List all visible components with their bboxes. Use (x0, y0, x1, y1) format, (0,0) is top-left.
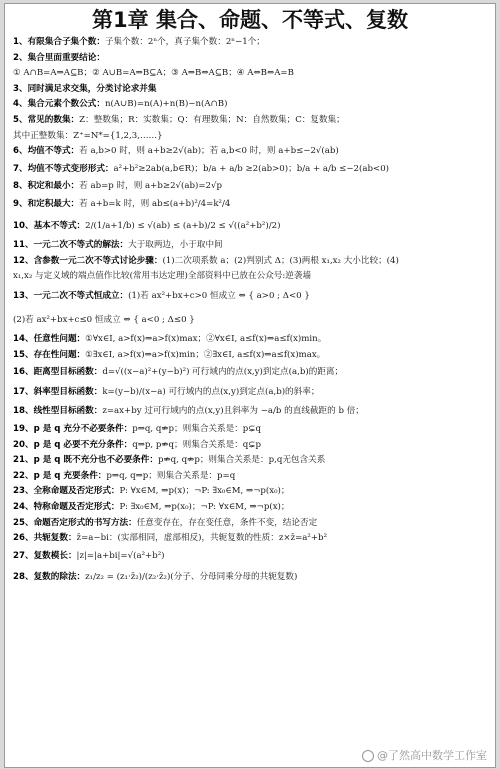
item-heading: 均值不等式： (27, 146, 80, 157)
formula-item (13, 216, 489, 236)
formula-item (13, 67, 489, 79)
item-body: 若 ab=p 时，则 a+b≥2√(ab)=2√p (79, 181, 222, 192)
formula-item (13, 349, 489, 361)
item-body: ① A∩B=A⇒A⊆B；② A∪B=A⇒B⊆A；③ A⇒B⇔A⊆B；④ A⇔B⇔A=B (13, 68, 294, 79)
formula-item (13, 403, 489, 419)
item-number: 28、 (13, 572, 34, 583)
item-body: p⇒q, q⇏p；则集合关系是：p⊊q (132, 424, 262, 435)
item-number: 18、 (13, 406, 34, 417)
formula-item (13, 384, 489, 400)
item-heading: 复数模长： (33, 550, 77, 561)
item-number: 10、 (13, 220, 34, 231)
item-body: x₁,x₂ 与定义域的端点值作比较(常用韦达定理)全部资料中已放在公众号:逆袭墙 (13, 271, 312, 282)
item-body: (1)若 ax²+bx+c>0 恒成立 ⇔ { a>0 ; Δ<0 } (128, 290, 310, 301)
item-heading: 距离型目标函数： (33, 367, 103, 378)
item-body: k=(y−b)/(x−a) 可行域内的点(x,y)到定点(a,b)的斜率； (102, 386, 320, 397)
item-heading: 特称命题及否定形式： (33, 502, 120, 513)
formula-item (13, 567, 489, 587)
item-body: a²+b²≥2ab(a,b∈R)；b/a + a/b ≥2(ab>0)；b/a + a/b ≤−2(ab<0) (113, 163, 390, 174)
item-body: ①∃x∈I, a>f(x)⇒a>f(x)min；②∃x∈I, a≤f(x)⇒a≤f(x)max。 (85, 349, 326, 360)
item-number: 23、 (13, 486, 34, 497)
item-heading: 一元二次不等式的解法： (33, 240, 129, 251)
item-number: 1、 (13, 37, 28, 47)
formula-item (13, 439, 489, 451)
item-number: 24、 (13, 502, 34, 513)
formula-item (13, 130, 489, 142)
item-number: 6、 (13, 146, 28, 157)
item-heading: 命题否定形式的书写方法： (33, 517, 137, 528)
item-body: 大于取两边，小于取中间 (128, 240, 223, 251)
item-body: 若 a,b>0 时，则 a+b≥2√(ab)；若 a,b<0 时，则 a+b≤−2√(ab) (79, 146, 339, 157)
item-body: 若 a+b=k 时，则 ab≤(a+b)²/4=k²/4 (79, 198, 231, 209)
item-heading: 线性型目标函数： (33, 406, 103, 417)
item-heading: 常见的数集： (27, 114, 80, 125)
formula-item (13, 36, 489, 48)
item-body: z=ax+by 过可行域内的点(x,y)且斜率为 −a/b 的直线截距的 b 倍； (102, 406, 364, 417)
formula-item (13, 501, 489, 513)
item-body: 2/(1/a+1/b) ≤ √(ab) ≤ (a+b)/2 ≤ √((a²+b²)/2) (85, 220, 281, 231)
item-number: 16、 (13, 367, 34, 378)
item-heading: 集合元素个数公式： (27, 99, 105, 110)
item-body: (2)若 ax²+bx+c≤0 恒成立 ⇔ { a<0 ; Δ≤0 } (13, 314, 195, 325)
document-page (4, 3, 496, 768)
item-number: 22、 (13, 470, 34, 481)
item-body: |z|=|a+bi|=√(a²+b²) (76, 550, 165, 561)
item-body: 子集个数：2ⁿ个，真子集个数：2ⁿ−1个； (104, 37, 265, 47)
formula-item (13, 83, 489, 95)
item-number: 3、 (13, 83, 28, 94)
formula-item (13, 98, 489, 110)
formula-item (13, 517, 489, 529)
item-heading: 集合里面重要结论： (27, 52, 105, 63)
item-heading: p 是 q 充要条件： (33, 470, 107, 481)
item-number: 27、 (13, 550, 34, 561)
formula-item (13, 423, 489, 435)
item-body: 任意变存在，存在变任意，条件不变，结论否定 (136, 517, 318, 528)
item-body: P: ∀x∈M, ⇒p(x)；¬P: ∃x₀∈M, ⇒¬p(x₀)； (119, 486, 290, 497)
item-body: q⇒p, p⇏q；则集合关系是：q⊊p (132, 439, 262, 450)
formula-item (13, 52, 489, 64)
item-heading: p 是 q 必要不充分条件： (33, 439, 133, 450)
item-heading: 存在性问题： (33, 349, 86, 360)
item-heading: 均值不等式变形形式： (27, 163, 114, 174)
item-heading: 基本不等式： (33, 220, 86, 231)
item-number: 17、 (13, 386, 34, 397)
formula-item (13, 532, 489, 544)
watermark-text: @了然高中数学工作室 (377, 749, 487, 762)
item-number: 13、 (13, 290, 34, 301)
item-number: 8、 (13, 181, 28, 192)
item-number: 5、 (13, 114, 28, 125)
formula-item (13, 255, 489, 267)
formula-item (13, 333, 489, 345)
watermark-logo-icon (362, 750, 374, 762)
formula-item (13, 145, 489, 157)
item-body: z̄=a−bi：(实部相同，虚部相反)，共轭复数的性质：z×z̄=a²+b² (76, 533, 328, 544)
formula-item (13, 364, 489, 380)
item-heading: 任意性问题： (33, 334, 86, 345)
item-body: P: ∃x₀∈M, ⇒p(x₀)；¬P: ∀x∈M, ⇒¬p(x)； (119, 502, 290, 513)
item-body: 其中正整数集：Z⁺=N*={1,2,3,……} (13, 130, 163, 141)
item-number: 21、 (13, 455, 34, 466)
item-heading: p 是 q 充分不必要条件： (33, 424, 133, 435)
formula-item (13, 270, 489, 282)
formula-item (13, 485, 489, 497)
item-body: p⇒q, q⇒p；则集合关系是：p=q (106, 470, 236, 481)
item-heading: 一元二次不等式恒成立： (33, 290, 129, 301)
item-body: p⇏q, q⇏p；则集合关系是：p,q无包含关系 (157, 455, 326, 466)
formula-item (13, 470, 489, 482)
item-number: 26、 (13, 533, 34, 544)
formula-item (13, 161, 489, 177)
item-heading: 复数的除法： (33, 572, 86, 583)
item-number: 20、 (13, 439, 34, 450)
formula-item (13, 114, 489, 126)
item-heading: 斜率型目标函数： (33, 386, 103, 397)
item-number: 12、 (13, 255, 34, 266)
formula-item (13, 454, 489, 466)
formula-item (13, 286, 489, 306)
item-heading: 全称命题及否定形式： (33, 486, 120, 497)
item-number: 2、 (13, 52, 28, 63)
item-body: d=√((x−a)²+(y−b)²) 可行域内的点(x,y)到定点(a,b)的距离； (102, 367, 344, 378)
item-body: ①∀x∈I, a>f(x)⇒a>f(x)max；②∀x∈I, a≤f(x)⇒a≤f(x)min。 (85, 334, 327, 345)
formula-list (5, 34, 495, 587)
formula-item (13, 548, 489, 564)
item-number: 11、 (13, 240, 34, 251)
item-number: 4、 (13, 99, 28, 110)
item-heading: 同时满足求交集，分类讨论求并集 (27, 83, 157, 94)
item-body: Z：整数集；R：实数集；Q：有理数集；N：自然数集；C：复数集； (79, 114, 345, 125)
item-number: 9、 (13, 198, 28, 209)
item-number: 25、 (13, 517, 34, 528)
item-number: 15、 (13, 349, 34, 360)
item-body: (1)二次项系数 a；(2)判别式 Δ；(3)两根 x₁,x₂ 大小比较；(4) (162, 255, 399, 266)
chapter-title: 第1章 集合、命题、不等式、复数 (92, 8, 408, 32)
item-heading: 含参数一元二次不等式讨论步骤： (33, 255, 163, 266)
item-number: 7、 (13, 163, 28, 174)
item-body: n(A∪B)=n(A)+n(B)−n(A∩B) (104, 99, 228, 110)
item-heading: 共轭复数： (33, 533, 77, 544)
item-heading: 积定和最小： (27, 181, 80, 192)
item-heading: p 是 q 既不充分也不必要条件： (33, 455, 158, 466)
formula-item (13, 239, 489, 251)
formula-item (13, 180, 489, 192)
formula-item (13, 196, 489, 212)
item-number: 14、 (13, 334, 34, 345)
item-heading: 和定积最大： (27, 198, 80, 209)
watermark (362, 747, 487, 763)
formula-item (13, 310, 489, 330)
item-heading: 有限集合子集个数： (27, 37, 105, 47)
item-body: z₁/z₂ = (z₁·z̄₂)/(z₂·z̄₂)(分子、分母同乘分母的共轭复数) (85, 572, 298, 583)
item-number: 19、 (13, 424, 34, 435)
